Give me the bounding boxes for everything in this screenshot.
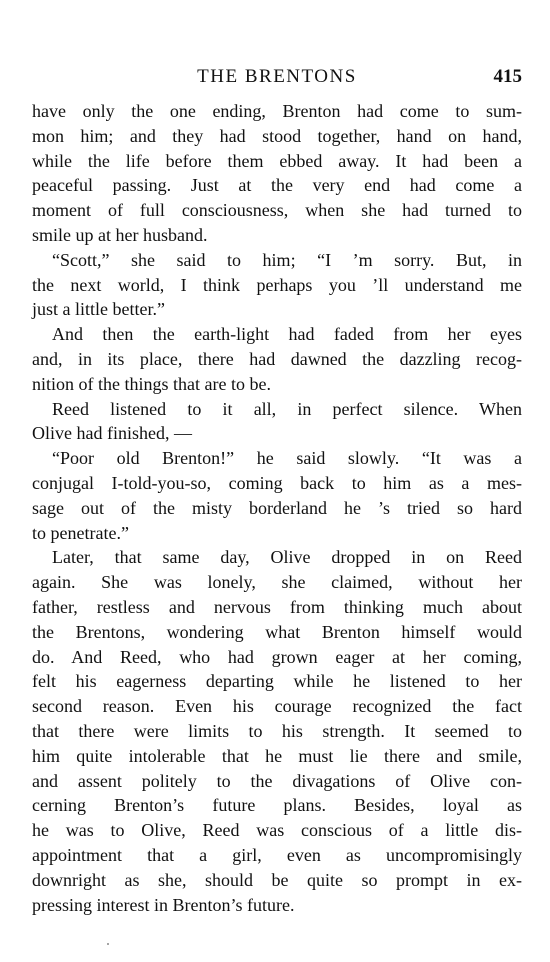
text-line: Olive had finished, — bbox=[32, 423, 192, 444]
page-header bbox=[32, 66, 522, 90]
text-line: father, restless and nervous from thinking much about bbox=[32, 596, 522, 617]
text-line: and assent politely to the divagations of Olive con- bbox=[32, 770, 522, 791]
text-line: peaceful passing. Just at the very end had come a bbox=[32, 175, 522, 196]
text-line: he was to Olive, Reed was conscious of a little dis- bbox=[32, 820, 522, 841]
text-line: to penetrate.” bbox=[32, 522, 129, 543]
text-line: conjugal I-told-you-so, coming back to him as a mes- bbox=[32, 472, 522, 493]
text-line: moment of full consciousness, when she had turned to bbox=[32, 200, 522, 221]
text-line: downright as she, should be quite so prompt in ex- bbox=[32, 869, 522, 890]
text-line: pressing interest in Brenton’s future. bbox=[32, 894, 295, 915]
text-line: second reason. Even his courage recognized the fact bbox=[32, 696, 522, 717]
text-line: have only the one ending, Brenton had come to sum- bbox=[32, 101, 522, 121]
text-line: while the life before them ebbed away. It had been a bbox=[32, 150, 522, 171]
running-title: THE BRENTONS bbox=[197, 66, 357, 87]
text-line: the next world, I think perhaps you ’ll understand me bbox=[32, 274, 522, 295]
text-line: sage out of the misty borderland he ’s tried so hard bbox=[32, 497, 522, 518]
page-number: 415 bbox=[493, 66, 522, 87]
text-line: Later, that same day, Olive dropped in on Reed bbox=[52, 547, 522, 568]
text-line: just a little better.” bbox=[32, 299, 165, 320]
print-speck bbox=[107, 943, 109, 945]
text-line: mon him; and they had stood together, hand on hand, bbox=[32, 125, 522, 146]
text-line: smile up at her husband. bbox=[32, 224, 208, 245]
text-line: appointment that a girl, even as uncompromisingly bbox=[32, 844, 522, 865]
text-line: him quite intolerable that he must lie there and smile, bbox=[32, 745, 522, 766]
text-line: felt his eagerness departing while he listened to her bbox=[32, 671, 522, 692]
text-line: do. And Reed, who had grown eager at her coming, bbox=[32, 646, 522, 667]
text-line: “Poor old Brenton!” he said slowly. “It was a bbox=[52, 448, 522, 469]
text-line: Reed listened to it all, in perfect silence. When bbox=[52, 398, 522, 419]
text-line: cerning Brenton’s future plans. Besides, loyal as bbox=[32, 795, 522, 816]
text-line: that there were limits to his strength. It seemed to bbox=[32, 720, 522, 741]
text-line: again. She was lonely, she claimed, without her bbox=[32, 572, 522, 593]
text-line: the Brentons, wondering what Brenton himself would bbox=[32, 621, 522, 642]
body-text bbox=[32, 99, 522, 917]
text-line: “Scott,” she said to him; “I ’m sorry. But, in bbox=[52, 249, 522, 270]
text-line: And then the earth-light had faded from her eyes bbox=[52, 324, 522, 345]
text-line: and, in its place, there had dawned the dazzling recog- bbox=[32, 348, 522, 369]
text-line: nition of the things that are to be. bbox=[32, 373, 271, 394]
